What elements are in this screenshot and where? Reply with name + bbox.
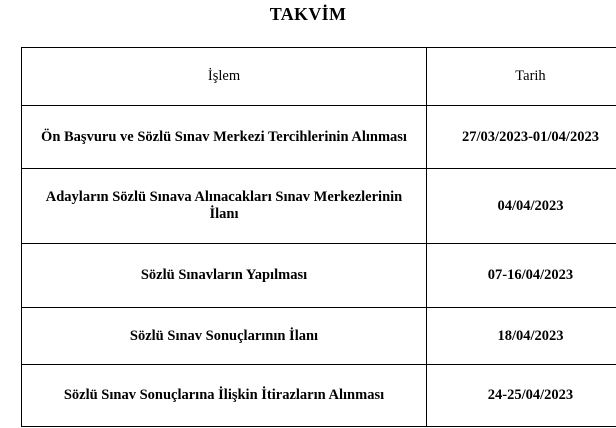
calendar-table	[21, 47, 616, 427]
process-cell: Sözlü Sınav Sonuçlarının İlanı	[22, 308, 427, 365]
date-cell: 27/03/2023-01/04/2023	[427, 106, 616, 169]
table-row	[22, 308, 616, 365]
process-cell: Sözlü Sınavların Yapılması	[22, 244, 427, 308]
process-cell: Sözlü Sınav Sonuçlarına İlişkin İtirazların Alınması	[22, 365, 427, 427]
header-date: Tarih	[427, 48, 616, 106]
date-cell: 24-25/04/2023	[427, 365, 616, 427]
table-row	[22, 106, 616, 169]
process-cell: Adayların Sözlü Sınava Alınacakları Sınav Merkezlerinin İlanı	[22, 169, 427, 244]
table-row	[22, 244, 616, 308]
date-cell: 07-16/04/2023	[427, 244, 616, 308]
date-cell: 18/04/2023	[427, 308, 616, 365]
process-cell: Ön Başvuru ve Sözlü Sınav Merkezi Tercihlerinin Alınması	[22, 106, 427, 169]
table-header-row	[22, 48, 616, 106]
page-title: TAKVİM	[269, 4, 347, 24]
header-process: İşlem	[22, 48, 427, 106]
date-cell: 04/04/2023	[427, 169, 616, 244]
table-row	[22, 169, 616, 244]
table-row	[22, 365, 616, 427]
